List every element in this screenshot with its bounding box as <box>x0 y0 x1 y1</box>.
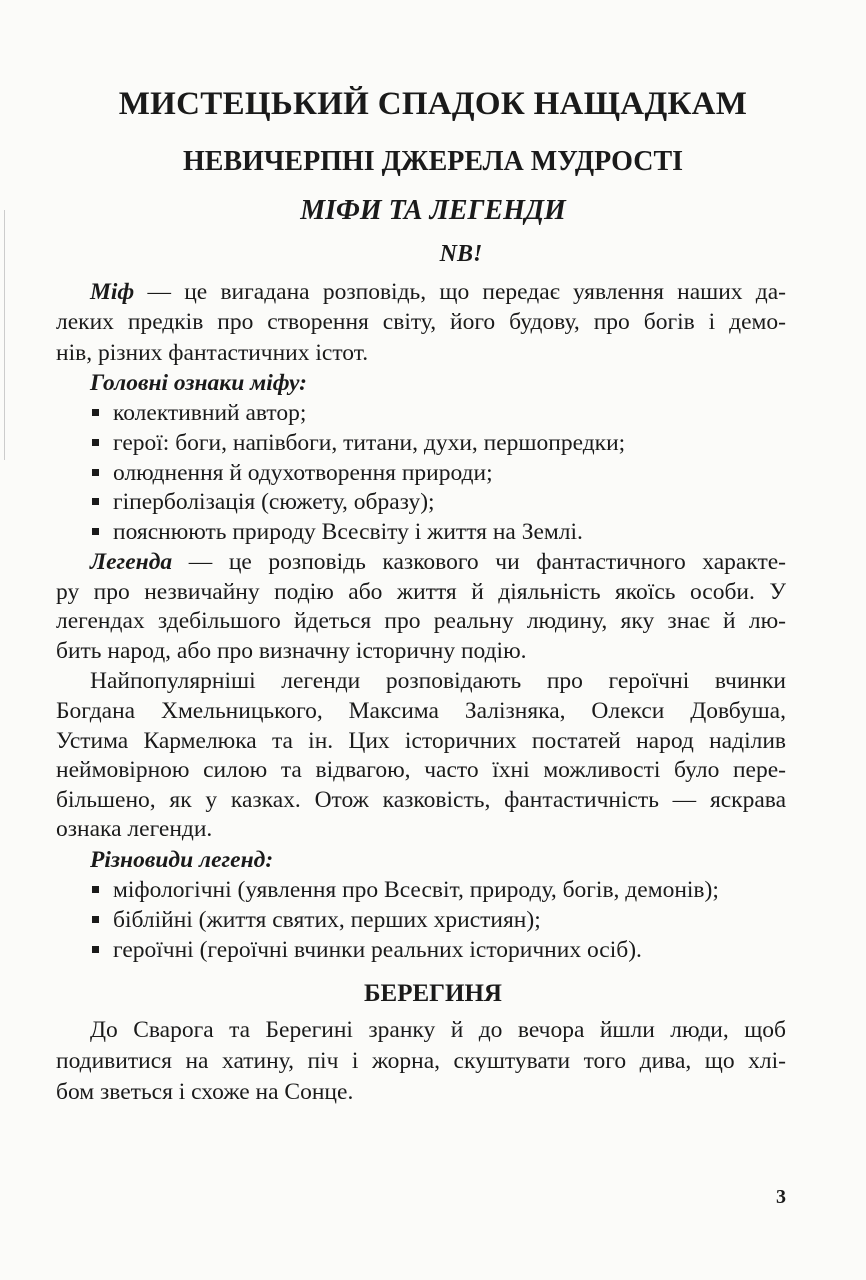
legend-definition-line: ру про незвичайну подію або життя й діяльність якоїсь особи. У <box>56 579 786 605</box>
term-legend: Легенда <box>90 549 173 575</box>
chapter-subtitle: НЕВИЧЕРПНІ ДЖЕРЕЛА МУДРОСТІ <box>182 146 684 177</box>
list-item <box>92 906 822 934</box>
myth-definition-line <box>90 278 786 306</box>
list-item-text: колективний автор; <box>113 400 307 426</box>
list-item <box>92 936 822 964</box>
list-item-text: герої: боги, напівбоги, титани, духи, першопредки; <box>113 430 626 456</box>
list-item <box>92 429 822 457</box>
list-item <box>92 488 822 516</box>
nb-label: NB! <box>439 241 483 267</box>
list-item-text: героїчні (героїчні вчинки реальних історичних осіб). <box>113 937 642 963</box>
paragraph-line: більшено, як у казках. Отож казковість, фантастичність — яскрава <box>56 787 786 813</box>
bullet-icon <box>92 469 99 476</box>
paragraph-line: До Сварога та Берегині зранку й до вечора йшли люди, щоб <box>90 1017 786 1043</box>
text: — це розповідь казкового чи фантастичного характе- <box>172 549 786 575</box>
bereginia-heading: БЕРЕГИНЯ <box>363 980 502 1007</box>
page-number: 3 <box>776 1186 786 1208</box>
list-item-text: пояснюють природу Всесвіту і життя на Землі. <box>113 519 583 545</box>
page-title: МИСТЕЦЬКИЙ СПАДОК НАЩАДКАМ <box>118 86 748 122</box>
list-item-text: олюднення й одухотворення природи; <box>113 460 493 486</box>
paragraph-line: бом зветься і схоже на Сонце. <box>56 1079 354 1105</box>
paragraph-line: Устима Кармелюка та ін. Цих історичних постатей народ наділив <box>56 728 786 754</box>
legend-types-title: Різновиди легенд: <box>90 847 274 873</box>
text: — це вигадана розповідь, що передає уявлення наших да- <box>134 279 786 305</box>
list-item <box>92 518 822 546</box>
myth-definition-line: леких предків про створення світу, його будову, про богів і демо- <box>56 309 786 335</box>
legend-definition-line <box>90 548 786 576</box>
myth-features-title: Головні ознаки міфу: <box>90 370 307 396</box>
bullet-icon <box>92 409 99 416</box>
list-item-text: гіперболізація (сюжету, образу); <box>113 489 435 515</box>
bullet-icon <box>92 916 99 923</box>
list-item <box>92 399 822 427</box>
list-item-text: біблійні (життя святих, перших християн); <box>113 907 541 933</box>
list-item-text: міфологічні (уявлення про Всесвіт, природу, богів, демонів); <box>113 877 719 903</box>
paragraph-line: Найпопулярніші легенди розповідають про героїчні вчинки <box>90 668 786 694</box>
scan-edge <box>4 210 5 460</box>
section-title: МІФИ ТА ЛЕГЕНДИ <box>300 195 566 226</box>
bullet-icon <box>92 528 99 535</box>
term-myth: Міф <box>90 279 135 305</box>
legend-definition-line: бить народ, або про визначну історичну подію. <box>56 638 527 664</box>
bullet-icon <box>92 946 99 953</box>
legend-definition-line: легендах здебільшого йдеться про реальну людину, яку знає й лю- <box>56 608 786 634</box>
paragraph-line: Богдана Хмельницького, Максима Залізняка, Олекси Довбуша, <box>56 698 786 724</box>
list-item <box>92 876 822 904</box>
paragraph-line: подивитися на хатину, піч і жорна, скуштувати того дива, що хлі- <box>56 1048 786 1074</box>
myth-definition-line: нів, різних фантастичних істот. <box>56 340 369 366</box>
paragraph-line: ознака легенди. <box>56 816 213 842</box>
paragraph-line: неймовірною силою та відвагою, часто їхні можливості було пере- <box>56 757 786 783</box>
bullet-icon <box>92 439 99 446</box>
list-item <box>92 459 822 487</box>
bullet-icon <box>92 886 99 893</box>
bullet-icon <box>92 498 99 505</box>
